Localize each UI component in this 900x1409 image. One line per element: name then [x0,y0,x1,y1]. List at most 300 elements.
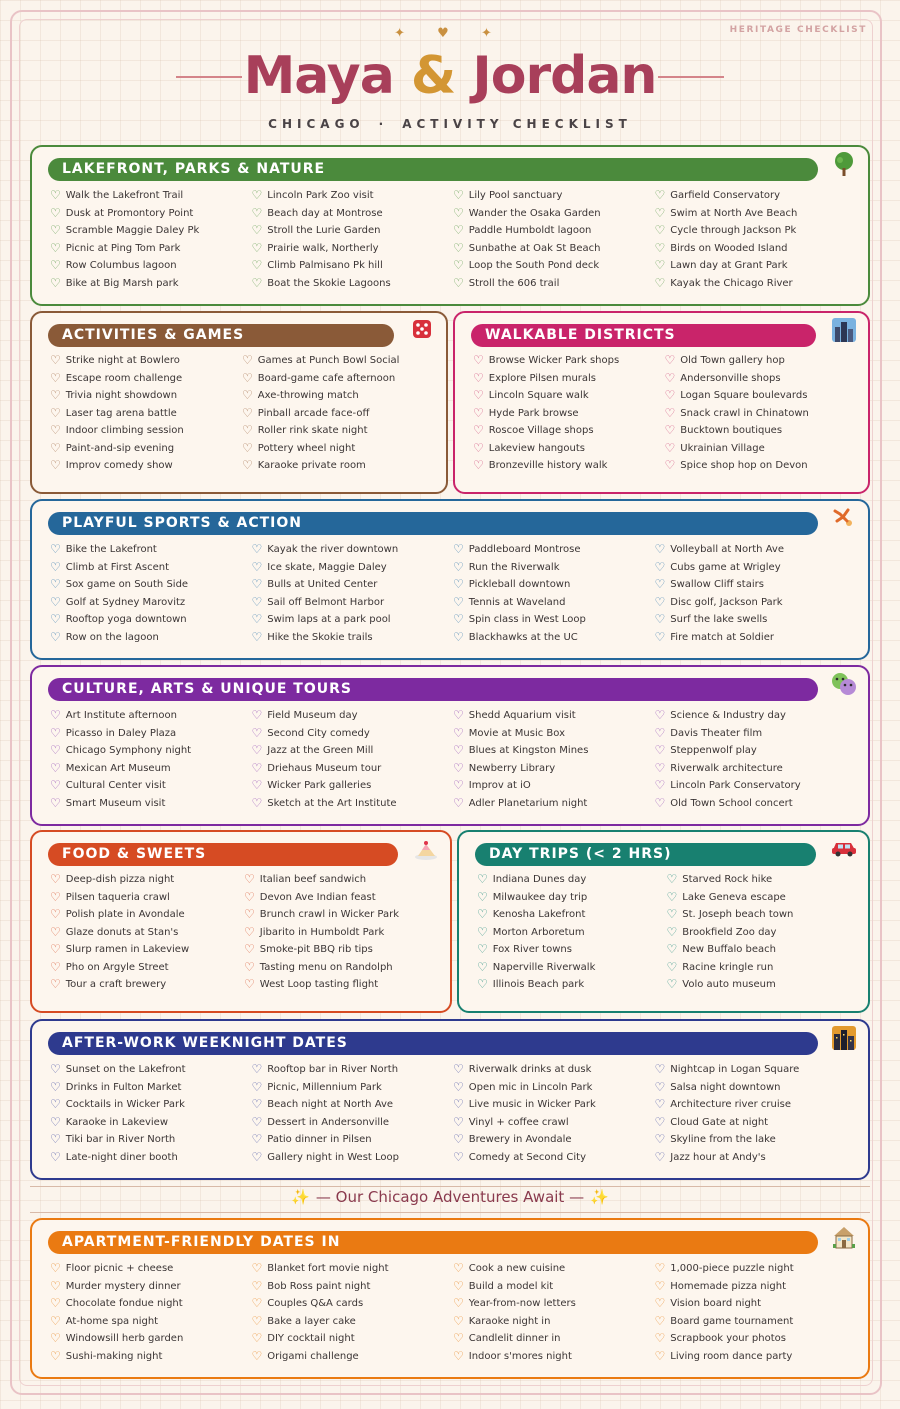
heart-checkbox-icon[interactable]: ♡ [50,1132,61,1146]
heart-checkbox-icon[interactable]: ♡ [453,1296,464,1310]
checklist-item[interactable] [244,941,438,959]
heart-checkbox-icon[interactable]: ♡ [654,1278,666,1293]
checklist-item[interactable] [453,1278,655,1296]
heart-checkbox-icon[interactable]: ♡ [244,942,255,956]
checklist-item[interactable] [667,871,857,889]
checklist-item[interactable] [50,222,252,240]
checklist-item[interactable] [242,440,434,458]
checklist-item[interactable] [50,541,252,559]
heart-checkbox-icon[interactable]: ♡ [251,1132,263,1146]
heart-checkbox-icon[interactable]: ♡ [50,370,61,385]
checklist-item[interactable] [242,422,434,440]
heart-checkbox-icon[interactable]: ♡ [251,708,263,722]
heart-checkbox-icon[interactable]: ♡ [50,1331,61,1345]
checklist-item[interactable] [667,906,857,924]
checklist-item[interactable] [453,541,655,559]
checklist-item[interactable] [665,457,857,475]
heart-checkbox-icon[interactable]: ♡ [50,872,61,886]
checklist-item[interactable] [50,457,242,475]
checklist-item[interactable] [667,924,857,942]
heart-checkbox-icon[interactable]: ♡ [242,370,253,385]
heart-checkbox-icon[interactable]: ♡ [453,1261,464,1275]
checklist-item[interactable] [50,240,252,258]
heart-checkbox-icon[interactable]: ♡ [50,388,61,402]
heart-checkbox-icon[interactable]: ♡ [453,559,464,574]
checklist-item[interactable] [453,611,655,629]
heart-checkbox-icon[interactable]: ♡ [666,872,678,886]
heart-checkbox-icon[interactable]: ♡ [50,353,61,367]
heart-checkbox-icon[interactable]: ♡ [666,977,678,991]
heart-checkbox-icon[interactable]: ♡ [477,872,488,886]
heart-checkbox-icon[interactable]: ♡ [251,1097,263,1111]
checklist-item[interactable] [655,541,857,559]
heart-checkbox-icon[interactable]: ♡ [50,1261,61,1275]
checklist-item[interactable] [453,1114,655,1132]
heart-checkbox-icon[interactable]: ♡ [251,223,263,237]
checklist-item[interactable] [252,240,454,258]
heart-checkbox-icon[interactable]: ♡ [654,1149,666,1164]
heart-checkbox-icon[interactable]: ♡ [453,258,464,272]
heart-checkbox-icon[interactable]: ♡ [453,1114,464,1129]
heart-checkbox-icon[interactable]: ♡ [50,889,61,904]
checklist-item[interactable] [252,742,454,760]
heart-checkbox-icon[interactable]: ♡ [251,743,263,757]
heart-checkbox-icon[interactable]: ♡ [654,240,666,255]
heart-checkbox-icon[interactable]: ♡ [251,1348,263,1363]
checklist-item[interactable] [50,440,242,458]
checklist-item[interactable] [655,611,857,629]
heart-checkbox-icon[interactable]: ♡ [251,577,263,591]
heart-checkbox-icon[interactable]: ♡ [50,542,61,556]
checklist-item[interactable] [473,352,665,370]
checklist-item[interactable] [655,1295,857,1313]
checklist-item[interactable] [252,1295,454,1313]
checklist-item[interactable] [242,370,434,388]
checklist-item[interactable] [252,1114,454,1132]
heart-checkbox-icon[interactable]: ♡ [654,1261,666,1275]
checklist-item[interactable] [50,924,244,942]
heart-checkbox-icon[interactable]: ♡ [666,959,678,974]
checklist-item[interactable] [665,352,857,370]
checklist-item[interactable] [453,1061,655,1079]
checklist-item[interactable] [473,387,665,405]
checklist-item[interactable] [252,1260,454,1278]
heart-checkbox-icon[interactable]: ♡ [664,370,676,385]
heart-checkbox-icon[interactable]: ♡ [251,1149,263,1164]
heart-checkbox-icon[interactable]: ♡ [50,423,61,437]
checklist-item[interactable] [252,1079,454,1097]
heart-checkbox-icon[interactable]: ♡ [251,629,263,644]
heart-checkbox-icon[interactable]: ♡ [453,1132,464,1146]
heart-checkbox-icon[interactable]: ♡ [654,542,666,556]
heart-checkbox-icon[interactable]: ♡ [50,188,61,202]
checklist-item[interactable] [252,1131,454,1149]
heart-checkbox-icon[interactable]: ♡ [477,942,488,956]
heart-checkbox-icon[interactable]: ♡ [453,629,464,644]
heart-checkbox-icon[interactable]: ♡ [664,423,676,437]
checklist-item[interactable] [252,275,454,293]
checklist-item[interactable] [655,1096,857,1114]
heart-checkbox-icon[interactable]: ♡ [50,778,61,792]
checklist-item[interactable] [50,1079,252,1097]
heart-checkbox-icon[interactable]: ♡ [50,275,61,290]
heart-checkbox-icon[interactable]: ♡ [453,760,464,775]
checklist-item[interactable] [655,760,857,778]
heart-checkbox-icon[interactable]: ♡ [654,1062,666,1076]
checklist-item[interactable] [252,707,454,725]
heart-checkbox-icon[interactable]: ♡ [473,370,484,385]
checklist-item[interactable] [665,440,857,458]
checklist-item[interactable] [453,559,655,577]
checklist-item[interactable] [252,629,454,647]
checklist-item[interactable] [477,941,667,959]
checklist-item[interactable] [252,1313,454,1331]
heart-checkbox-icon[interactable]: ♡ [251,778,263,792]
checklist-item[interactable] [50,871,244,889]
heart-checkbox-icon[interactable]: ♡ [654,594,666,609]
heart-checkbox-icon[interactable]: ♡ [251,1079,263,1094]
checklist-item[interactable] [252,1149,454,1167]
checklist-item[interactable] [655,240,857,258]
heart-checkbox-icon[interactable]: ♡ [654,629,666,644]
heart-checkbox-icon[interactable]: ♡ [654,743,666,757]
checklist-item[interactable] [244,924,438,942]
heart-checkbox-icon[interactable]: ♡ [654,205,666,220]
heart-checkbox-icon[interactable]: ♡ [473,353,484,367]
heart-checkbox-icon[interactable]: ♡ [244,959,255,974]
checklist-item[interactable] [453,1295,655,1313]
heart-checkbox-icon[interactable]: ♡ [654,559,666,574]
heart-checkbox-icon[interactable]: ♡ [654,778,666,792]
checklist-item[interactable] [655,1313,857,1331]
checklist-item[interactable] [50,760,252,778]
checklist-item[interactable] [252,777,454,795]
checklist-item[interactable] [655,1131,857,1149]
heart-checkbox-icon[interactable]: ♡ [251,612,263,626]
checklist-item[interactable] [655,1149,857,1167]
heart-checkbox-icon[interactable]: ♡ [251,594,263,609]
checklist-item[interactable] [477,889,667,907]
heart-checkbox-icon[interactable]: ♡ [50,1079,61,1094]
checklist-item[interactable] [244,889,438,907]
heart-checkbox-icon[interactable]: ♡ [251,795,263,810]
checklist-item[interactable] [252,1348,454,1366]
heart-checkbox-icon[interactable]: ♡ [453,1149,464,1164]
checklist-item[interactable] [244,906,438,924]
checklist-item[interactable] [242,457,434,475]
heart-checkbox-icon[interactable]: ♡ [453,542,464,556]
checklist-item[interactable] [252,576,454,594]
checklist-item[interactable] [473,405,665,423]
checklist-item[interactable] [453,1313,655,1331]
checklist-item[interactable] [50,1348,252,1366]
checklist-item[interactable] [665,387,857,405]
heart-checkbox-icon[interactable]: ♡ [50,760,61,775]
checklist-item[interactable] [242,387,434,405]
checklist-item[interactable] [655,725,857,743]
heart-checkbox-icon[interactable]: ♡ [50,1149,61,1164]
checklist-item[interactable] [50,257,252,275]
heart-checkbox-icon[interactable]: ♡ [242,405,253,420]
checklist-item[interactable] [453,275,655,293]
heart-checkbox-icon[interactable]: ♡ [244,924,255,939]
checklist-item[interactable] [50,889,244,907]
checklist-item[interactable] [667,976,857,994]
checklist-item[interactable] [50,275,252,293]
heart-checkbox-icon[interactable]: ♡ [477,907,488,921]
heart-checkbox-icon[interactable]: ♡ [50,1278,61,1293]
heart-checkbox-icon[interactable]: ♡ [453,205,464,220]
heart-checkbox-icon[interactable]: ♡ [473,405,484,420]
checklist-item[interactable] [453,1079,655,1097]
heart-checkbox-icon[interactable]: ♡ [251,188,263,202]
heart-checkbox-icon[interactable]: ♡ [50,440,61,455]
heart-checkbox-icon[interactable]: ♡ [251,1278,263,1293]
checklist-item[interactable] [50,594,252,612]
heart-checkbox-icon[interactable]: ♡ [251,542,263,556]
heart-checkbox-icon[interactable]: ♡ [50,594,61,609]
heart-checkbox-icon[interactable]: ♡ [453,778,464,792]
heart-checkbox-icon[interactable]: ♡ [654,1331,666,1345]
heart-checkbox-icon[interactable]: ♡ [453,1079,464,1094]
heart-checkbox-icon[interactable]: ♡ [50,959,61,974]
checklist-item[interactable] [655,187,857,205]
checklist-item[interactable] [50,1061,252,1079]
checklist-item[interactable] [50,959,244,977]
checklist-item[interactable] [242,405,434,423]
checklist-item[interactable] [453,707,655,725]
heart-checkbox-icon[interactable]: ♡ [50,458,61,472]
checklist-item[interactable] [667,959,857,977]
heart-checkbox-icon[interactable]: ♡ [50,743,61,757]
checklist-item[interactable] [50,422,242,440]
checklist-item[interactable] [655,205,857,223]
heart-checkbox-icon[interactable]: ♡ [654,1348,666,1363]
heart-checkbox-icon[interactable]: ♡ [654,1132,666,1146]
checklist-item[interactable] [453,1348,655,1366]
checklist-item[interactable] [453,205,655,223]
checklist-item[interactable] [50,906,244,924]
heart-checkbox-icon[interactable]: ♡ [50,1296,61,1310]
heart-checkbox-icon[interactable]: ♡ [50,795,61,810]
heart-checkbox-icon[interactable]: ♡ [453,1278,464,1293]
heart-checkbox-icon[interactable]: ♡ [50,977,61,991]
heart-checkbox-icon[interactable]: ♡ [242,458,253,472]
heart-checkbox-icon[interactable]: ♡ [654,1079,666,1094]
heart-checkbox-icon[interactable]: ♡ [654,760,666,775]
checklist-item[interactable] [50,629,252,647]
checklist-item[interactable] [473,457,665,475]
checklist-item[interactable] [655,795,857,813]
checklist-item[interactable] [252,795,454,813]
heart-checkbox-icon[interactable]: ♡ [654,1313,666,1328]
heart-checkbox-icon[interactable]: ♡ [50,577,61,591]
heart-checkbox-icon[interactable]: ♡ [251,205,263,220]
heart-checkbox-icon[interactable]: ♡ [453,1313,464,1328]
heart-checkbox-icon[interactable]: ♡ [251,1114,263,1129]
heart-checkbox-icon[interactable]: ♡ [251,1331,263,1345]
heart-checkbox-icon[interactable]: ♡ [654,258,666,272]
heart-checkbox-icon[interactable]: ♡ [251,1296,263,1310]
checklist-item[interactable] [655,1061,857,1079]
checklist-item[interactable] [655,1330,857,1348]
heart-checkbox-icon[interactable]: ♡ [251,258,263,272]
heart-checkbox-icon[interactable]: ♡ [244,889,255,904]
heart-checkbox-icon[interactable]: ♡ [453,188,464,202]
heart-checkbox-icon[interactable]: ♡ [251,559,263,574]
checklist-item[interactable] [453,222,655,240]
heart-checkbox-icon[interactable]: ♡ [50,907,61,921]
heart-checkbox-icon[interactable]: ♡ [251,240,263,255]
checklist-item[interactable] [50,370,242,388]
heart-checkbox-icon[interactable]: ♡ [453,708,464,722]
heart-checkbox-icon[interactable]: ♡ [453,1097,464,1111]
heart-checkbox-icon[interactable]: ♡ [477,889,488,904]
heart-checkbox-icon[interactable]: ♡ [453,1331,464,1345]
checklist-item[interactable] [50,742,252,760]
checklist-item[interactable] [50,1096,252,1114]
heart-checkbox-icon[interactable]: ♡ [477,959,488,974]
checklist-item[interactable] [477,959,667,977]
checklist-item[interactable] [453,725,655,743]
checklist-item[interactable] [473,370,665,388]
checklist-item[interactable] [453,629,655,647]
checklist-item[interactable] [453,594,655,612]
checklist-item[interactable] [477,906,667,924]
checklist-item[interactable] [50,405,242,423]
checklist-item[interactable] [50,387,242,405]
heart-checkbox-icon[interactable]: ♡ [453,1348,464,1363]
checklist-item[interactable] [242,352,434,370]
heart-checkbox-icon[interactable]: ♡ [50,629,61,644]
checklist-item[interactable] [252,760,454,778]
heart-checkbox-icon[interactable]: ♡ [244,872,255,886]
checklist-item[interactable] [655,1079,857,1097]
heart-checkbox-icon[interactable]: ♡ [453,223,464,237]
checklist-item[interactable] [50,611,252,629]
heart-checkbox-icon[interactable]: ♡ [477,977,488,991]
checklist-item[interactable] [655,629,857,647]
heart-checkbox-icon[interactable]: ♡ [50,405,61,420]
checklist-item[interactable] [453,576,655,594]
checklist-item[interactable] [50,1131,252,1149]
heart-checkbox-icon[interactable]: ♡ [50,1114,61,1129]
checklist-item[interactable] [50,352,242,370]
heart-checkbox-icon[interactable]: ♡ [453,1062,464,1076]
checklist-item[interactable] [655,1278,857,1296]
heart-checkbox-icon[interactable]: ♡ [242,423,253,437]
checklist-item[interactable] [50,976,244,994]
checklist-item[interactable] [655,275,857,293]
checklist-item[interactable] [252,541,454,559]
heart-checkbox-icon[interactable]: ♡ [453,612,464,626]
checklist-item[interactable] [244,976,438,994]
checklist-item[interactable] [453,240,655,258]
heart-checkbox-icon[interactable]: ♡ [251,760,263,775]
heart-checkbox-icon[interactable]: ♡ [50,559,61,574]
checklist-item[interactable] [655,257,857,275]
checklist-item[interactable] [453,795,655,813]
heart-checkbox-icon[interactable]: ♡ [654,708,666,722]
heart-checkbox-icon[interactable]: ♡ [664,388,676,402]
checklist-item[interactable] [655,222,857,240]
checklist-item[interactable] [244,871,438,889]
checklist-item[interactable] [50,795,252,813]
heart-checkbox-icon[interactable]: ♡ [242,388,253,402]
heart-checkbox-icon[interactable]: ♡ [50,725,61,740]
checklist-item[interactable] [50,1278,252,1296]
heart-checkbox-icon[interactable]: ♡ [473,458,484,472]
heart-checkbox-icon[interactable]: ♡ [453,275,464,290]
heart-checkbox-icon[interactable]: ♡ [50,924,61,939]
checklist-item[interactable] [477,924,667,942]
checklist-item[interactable] [252,1096,454,1114]
checklist-item[interactable] [252,1278,454,1296]
heart-checkbox-icon[interactable]: ♡ [473,440,484,455]
checklist-item[interactable] [655,594,857,612]
heart-checkbox-icon[interactable]: ♡ [664,458,676,472]
checklist-item[interactable] [453,1096,655,1114]
heart-checkbox-icon[interactable]: ♡ [654,1097,666,1111]
checklist-item[interactable] [252,594,454,612]
checklist-item[interactable] [453,760,655,778]
checklist-item[interactable] [252,725,454,743]
checklist-item[interactable] [477,976,667,994]
heart-checkbox-icon[interactable]: ♡ [654,188,666,202]
checklist-item[interactable] [50,1114,252,1132]
heart-checkbox-icon[interactable]: ♡ [251,725,263,740]
heart-checkbox-icon[interactable]: ♡ [50,258,61,272]
heart-checkbox-icon[interactable]: ♡ [50,223,61,237]
checklist-item[interactable] [477,871,667,889]
checklist-item[interactable] [453,1260,655,1278]
heart-checkbox-icon[interactable]: ♡ [664,405,676,420]
checklist-item[interactable] [453,1149,655,1167]
heart-checkbox-icon[interactable]: ♡ [244,907,255,921]
checklist-item[interactable] [50,1149,252,1167]
heart-checkbox-icon[interactable]: ♡ [654,577,666,591]
checklist-item[interactable] [655,1260,857,1278]
checklist-item[interactable] [667,941,857,959]
heart-checkbox-icon[interactable]: ♡ [251,1261,263,1275]
heart-checkbox-icon[interactable]: ♡ [654,725,666,740]
heart-checkbox-icon[interactable]: ♡ [453,725,464,740]
checklist-item[interactable] [252,1061,454,1079]
heart-checkbox-icon[interactable]: ♡ [453,577,464,591]
checklist-item[interactable] [655,559,857,577]
checklist-item[interactable] [252,205,454,223]
heart-checkbox-icon[interactable]: ♡ [654,223,666,237]
checklist-item[interactable] [655,1348,857,1366]
heart-checkbox-icon[interactable]: ♡ [666,924,678,939]
checklist-item[interactable] [453,742,655,760]
checklist-item[interactable] [667,889,857,907]
heart-checkbox-icon[interactable]: ♡ [50,1313,61,1328]
heart-checkbox-icon[interactable]: ♡ [50,708,61,722]
heart-checkbox-icon[interactable]: ♡ [666,889,678,904]
checklist-item[interactable] [655,742,857,760]
checklist-item[interactable] [655,576,857,594]
checklist-item[interactable] [50,576,252,594]
checklist-item[interactable] [50,559,252,577]
heart-checkbox-icon[interactable]: ♡ [473,388,484,402]
checklist-item[interactable] [453,777,655,795]
heart-checkbox-icon[interactable]: ♡ [453,795,464,810]
checklist-item[interactable] [244,959,438,977]
heart-checkbox-icon[interactable]: ♡ [50,240,61,255]
checklist-item[interactable] [453,1330,655,1348]
heart-checkbox-icon[interactable]: ♡ [453,594,464,609]
